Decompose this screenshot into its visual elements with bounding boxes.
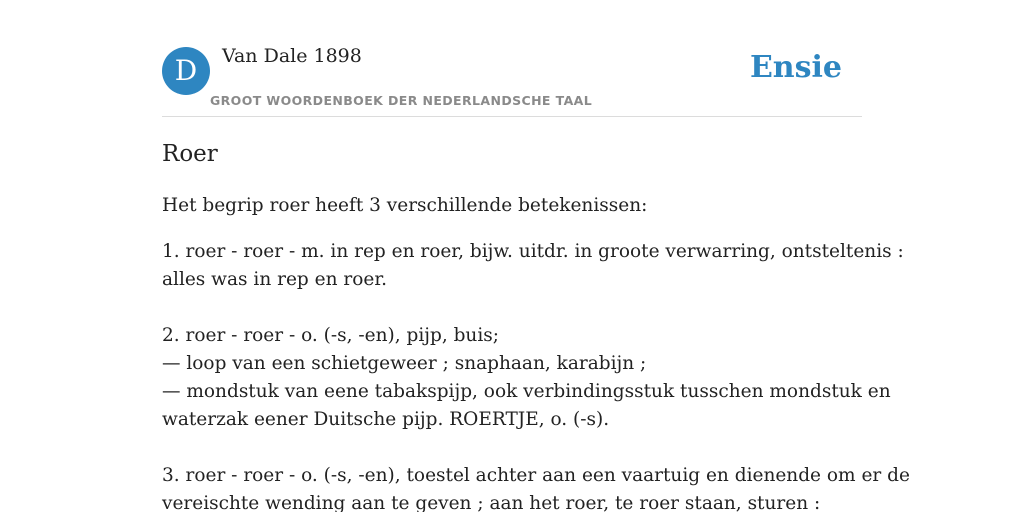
- meaning-line: — loop van een schietgeweer ; snaphaan, karabijn ;: [162, 353, 647, 374]
- dictionary-subtitle: GROOT WOORDENBOEK DER NEDERLANDSCHE TAAL: [210, 93, 593, 108]
- meaning-line: 1. roer - roer - m. in rep en roer, bijw. uitdr. in groote verwarring, ontsteltenis :: [162, 241, 904, 262]
- dictionary-logo[interactable]: D: [162, 47, 210, 95]
- meaning-line: waterzak eener Duitsche pijp. ROERTJE, o. (-s).: [162, 409, 610, 430]
- meaning-2: [162, 322, 891, 434]
- entry-content: [162, 138, 910, 512]
- meaning-line: 3. roer - roer - o. (-s, -en), toestel achter aan een vaartuig en dienende om er de: [162, 465, 910, 486]
- entry-intro: Het begrip roer heeft 3 verschillende betekenissen:: [162, 195, 648, 216]
- entry-title: Roer: [162, 141, 218, 167]
- site-header: [162, 40, 862, 117]
- meaning-line: — mondstuk van eene tabakspijp, ook verbindingsstuk tusschen mondstuk en: [162, 381, 891, 402]
- meaning-line: alles was in rep en roer.: [162, 269, 388, 290]
- meaning-3: [162, 462, 910, 512]
- dictionary-title[interactable]: Van Dale 1898: [222, 45, 362, 67]
- ensie-logo-link[interactable]: Ensie: [749, 50, 842, 85]
- meaning-1: [162, 238, 904, 294]
- meaning-line: vereischte wending aan te geven ; aan het roer, te roer staan, sturen :: [162, 493, 821, 512]
- meaning-line: 2. roer - roer - o. (-s, -en), pijp, buis;: [162, 325, 499, 346]
